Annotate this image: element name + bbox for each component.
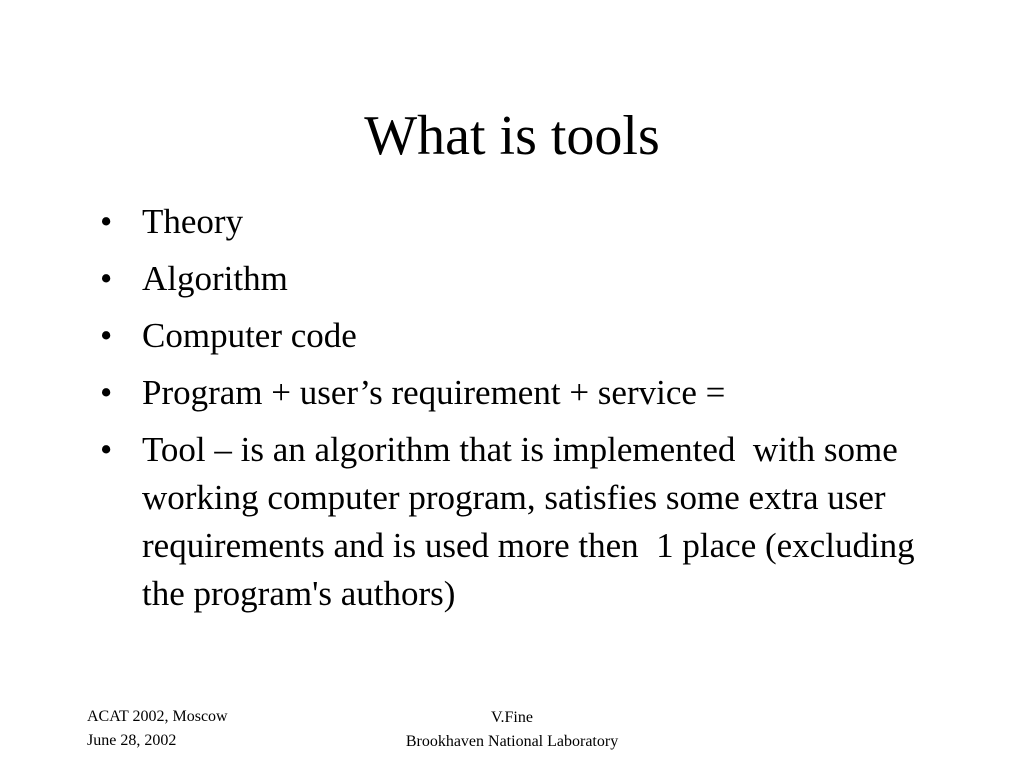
- bullet-item-program: [100, 369, 940, 417]
- bullet-icon: •: [100, 373, 113, 412]
- bullet-icon: •: [100, 430, 113, 469]
- bullet-icon: •: [100, 202, 113, 241]
- footer-center: [312, 706, 712, 754]
- footer-date: June 28, 2002: [87, 732, 177, 749]
- footer-author: V.Fine: [491, 709, 533, 726]
- footer-institution: Brookhaven National Laboratory: [405, 733, 619, 750]
- bullet-icon: •: [100, 259, 113, 298]
- slide-title: What is tools: [364, 105, 660, 167]
- bullet-icon: •: [100, 316, 113, 355]
- bullet-text: Tool – is an algorithm that is implemented with some working computer program, satisfies some extra user requirements and is used more then 1 place (excluding the program's authors): [142, 430, 924, 613]
- bullet-item-theory: [100, 198, 940, 246]
- bullet-text: Theory: [142, 202, 244, 241]
- footer-conference: ACAT 2002, Moscow: [87, 708, 228, 725]
- bullet-text: Computer code: [142, 316, 357, 355]
- bullet-item-computer-code: [100, 312, 940, 360]
- bullet-item-algorithm: [100, 255, 940, 303]
- bullet-text: Program + user’s requirement + service =: [142, 373, 726, 412]
- bullet-list: [100, 198, 940, 627]
- footer-left: [87, 705, 228, 753]
- bullet-item-tool-definition: [100, 426, 940, 618]
- bullet-text: Algorithm: [142, 259, 288, 298]
